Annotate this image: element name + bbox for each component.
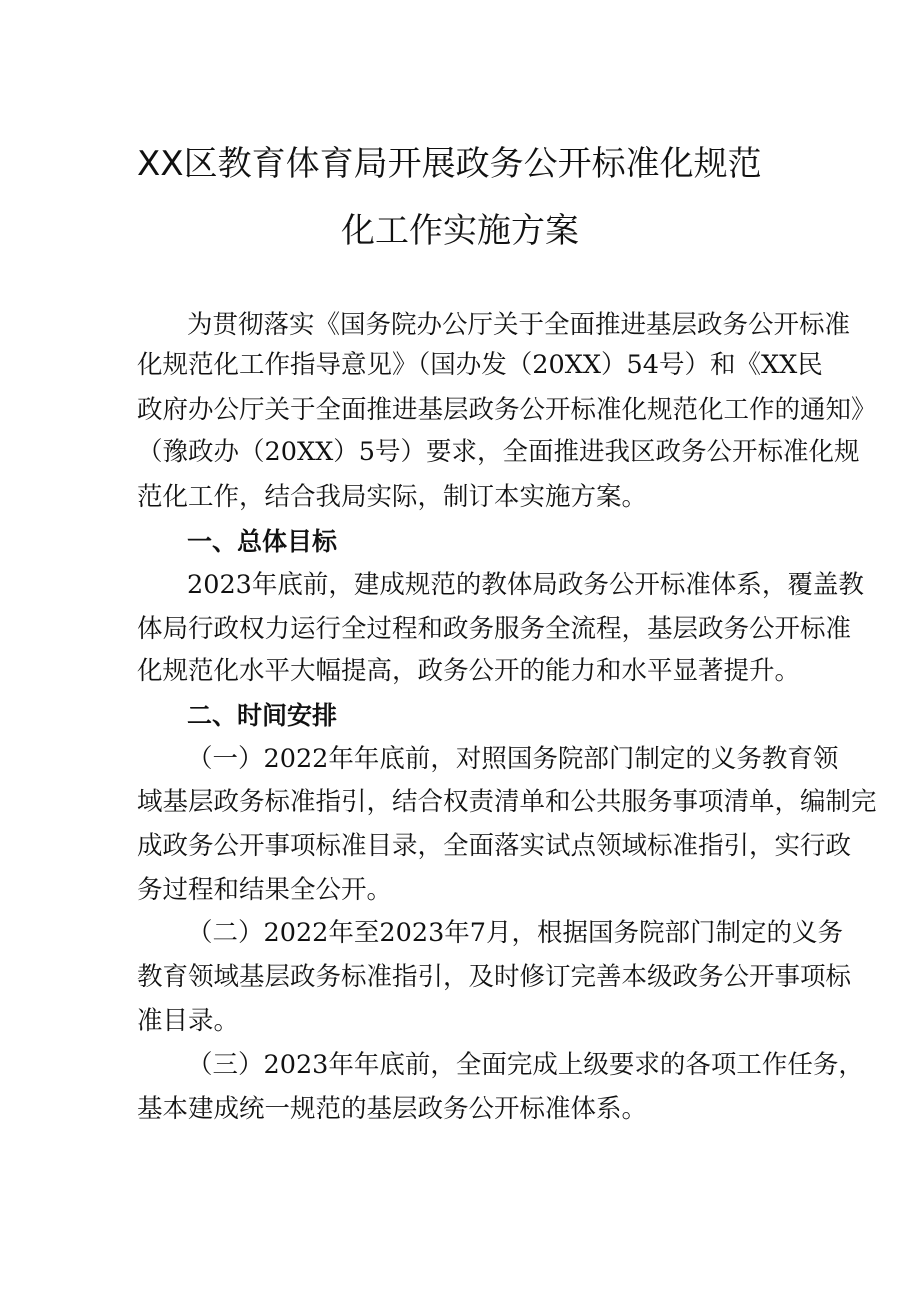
schedule-item-2-line: 准目录。 (137, 1006, 240, 1036)
intro-paragraph-line: 范化工作，结合我局实际，制订本实施方案。 (137, 482, 648, 512)
intro-paragraph-line: （豫政办（20XX）5号）要求，全面推进我区政务公开标准化规 (137, 437, 860, 467)
intro-paragraph-line: 为贯彻落实《国务院办公厅关于全面推进基层政务公开标准 (187, 310, 851, 340)
schedule-item-3-line: 基本建成统一规范的基层政务公开标准体系。 (137, 1094, 648, 1124)
schedule-item-1-line: 域基层政务标准指引，结合权责清单和公共服务事项清单，编制完 (137, 787, 877, 817)
document-title-line-1: XX区教育体育局开展政务公开标准化规范 (137, 144, 762, 184)
goals-paragraph-line: 体局行政权力运行全过程和政务服务全流程，基层政务公开标准 (137, 614, 852, 644)
goals-paragraph-line: 2023年底前，建成规范的教体局政务公开标准体系，覆盖教 (187, 570, 864, 600)
schedule-item-3-line: （三）2023年年底前，全面完成上级要求的各项工作任务， (187, 1050, 864, 1080)
schedule-item-1-line: 成政务公开事项标准目录，全面落实试点领域标准指引，实行政 (137, 831, 852, 861)
intro-paragraph-line: 政府办公厅关于全面推进基层政务公开标准化规范化工作的通知》 (137, 395, 877, 425)
goals-paragraph-line: 化规范化水平大幅提高，政务公开的能力和水平显著提升。 (137, 656, 801, 686)
schedule-item-2-line: 教育领域基层政务标准指引，及时修订完善本级政务公开事项标 (137, 962, 852, 992)
section-heading-schedule: 二、时间安排 (187, 701, 338, 730)
section-heading-goals: 一、总体目标 (187, 527, 338, 556)
schedule-item-2-line: （二）2022年至2023年7月，根据国务院部门制定的义务 (187, 918, 844, 948)
schedule-item-1-line: 务过程和结果全公开。 (137, 875, 393, 905)
document-title-line-2: 化工作实施方案 (341, 211, 579, 251)
intro-paragraph-line: 化规范化工作指导意见》（国办发（20XX）54号）和《XX民 (137, 350, 823, 380)
schedule-item-1-line: （一）2022年年底前，对照国务院部门制定的义务教育领 (187, 744, 839, 774)
